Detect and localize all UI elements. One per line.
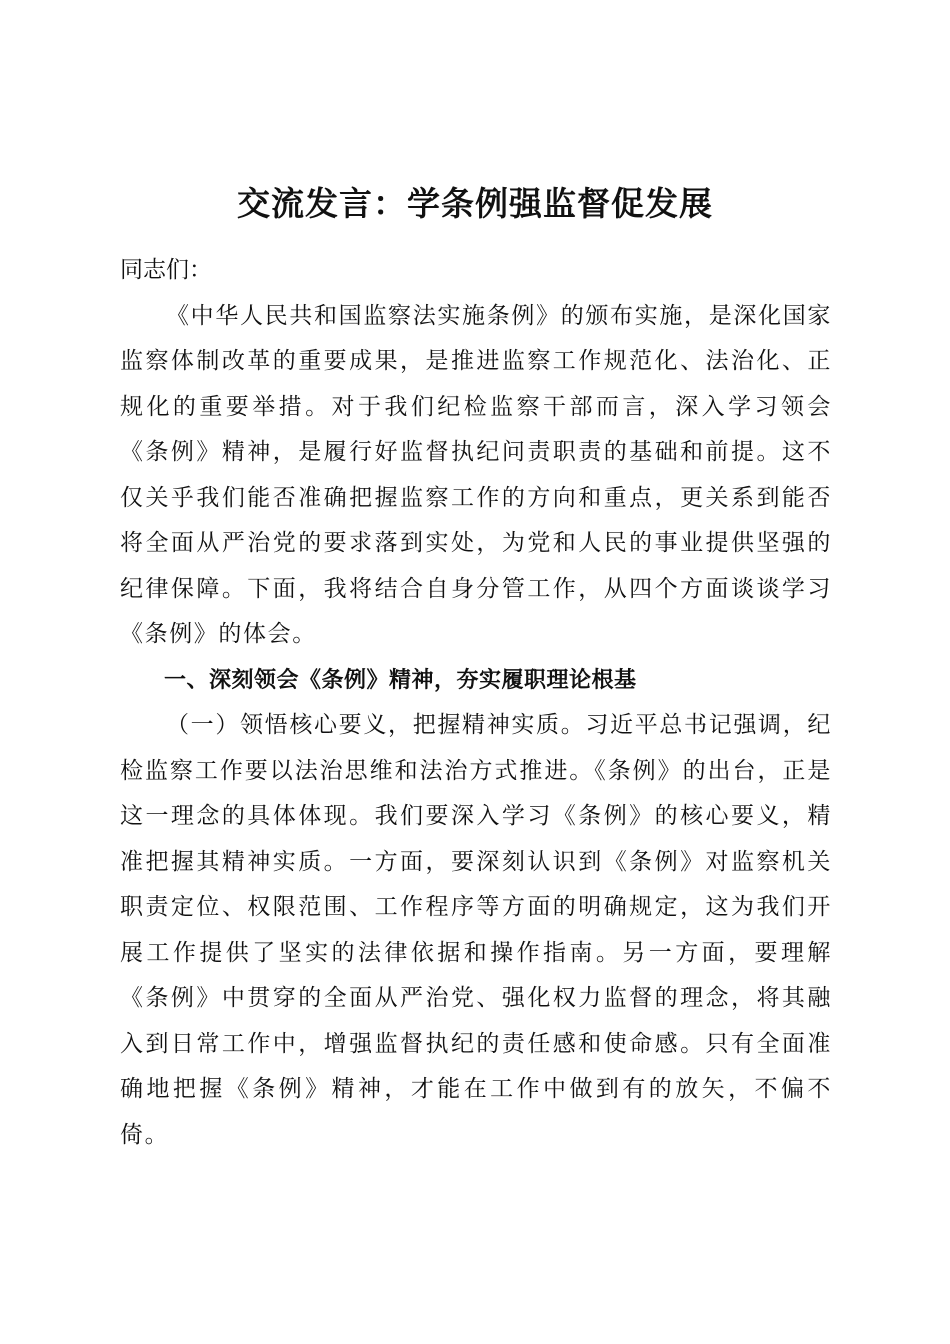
document-body	[120, 248, 832, 1158]
document-title: 交流发言：学条例强监督促发展	[237, 184, 713, 223]
intro-paragraph: 《中华人民共和国监察法实施条例》的颁布实施，是深化国家监察体制改革的重要成果，是推进监察工作规范化、法治化、正规化的重要举措。对于我们纪检监察干部而言，深入学习领会《条例》精神，是履行好监督执纪问责职责的基础和前提。这不仅关乎我们能否准确把握监察工作的方向和重点，更关系到能否将全面从严治党的要求落到实处，为党和人民的事业提供坚强的纪律保障。下面，我将结合自身分管工作，从四个方面谈谈学习《条例》的体会。	[120, 302, 832, 647]
subsection-lead: （一）领悟核心要义，把握精神实质。	[166, 712, 586, 738]
greeting: 同志们：	[120, 257, 212, 283]
subsection-text: 习近平总书记强调，纪检监察工作要以法治思维和法治方式推进。《条例》的出台，正是这一理念的具体体现。我们要深入学习《条例》的核心要义，精准把握其精神实质。一方面，要深刻认识到《条例》对监察机关职责定位、权限范围、工作程序等方面的明确规定，这为我们开展工作提供了坚实的法律依据和操作指南。另一方面，要理解《条例》中贯穿的全面从严治党、强化权力监督的理念，将其融入到日常工作中，增强监督执纪的责任感和使命感。只有全面准确地把握《条例》精神，才能在工作中做到有的放矢，不偏不倚。	[120, 712, 832, 1148]
section-heading: 一、深刻领会《条例》精神，夯实履职理论根基	[164, 667, 637, 693]
subsection-paragraph	[120, 703, 832, 1158]
